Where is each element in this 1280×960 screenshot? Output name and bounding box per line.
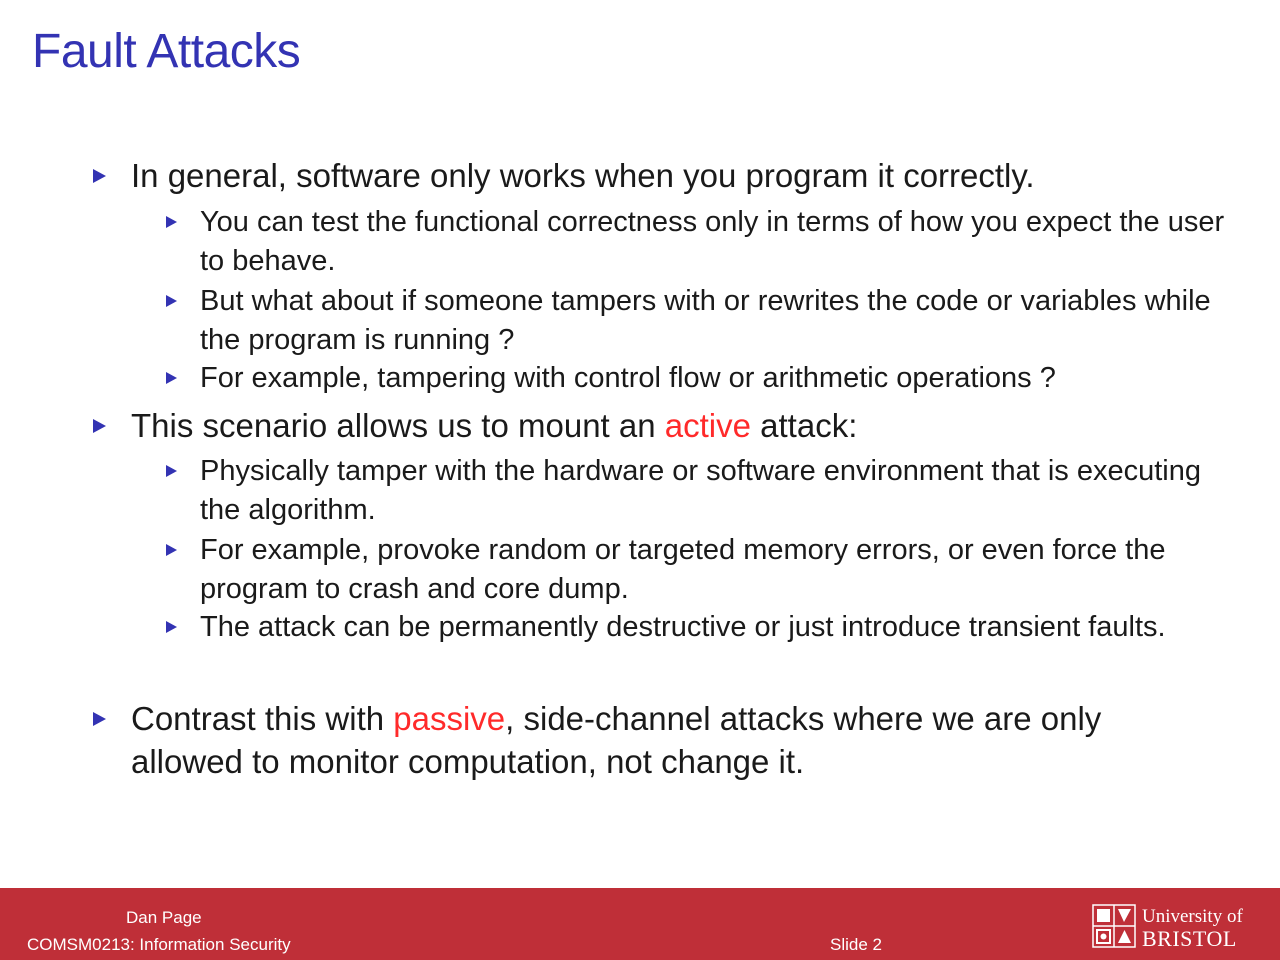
bullet-text-before: This scenario allows us to mount an	[131, 407, 665, 444]
footer-course: COMSM0213: Information Security	[27, 935, 291, 954]
triangle-bullet-icon	[166, 295, 177, 307]
triangle-bullet-icon	[166, 216, 177, 228]
footer-slide-number: Slide 2	[830, 935, 882, 954]
sub-bullet-item	[200, 282, 1240, 360]
sub-bullet-text: For example, tampering with control flow or arithmetic operations ?	[200, 362, 1056, 394]
logo-text-line1: University of	[1142, 906, 1243, 927]
bullet-text-after: attack:	[750, 407, 858, 444]
slide-footer	[0, 888, 1280, 960]
sub-bullet-item	[200, 452, 1240, 530]
triangle-bullet-icon	[166, 372, 177, 384]
sub-bullet-text: The attack can be permanently destructive or just introduce transient faults.	[200, 611, 1166, 643]
triangle-bullet-icon	[93, 419, 106, 433]
bullet-item	[131, 697, 1191, 783]
bullet-item	[131, 154, 1211, 197]
sub-bullet-item	[200, 531, 1240, 609]
sub-bullet-item	[200, 608, 1240, 647]
sub-bullet-text: Physically tamper with the hardware or software environment that is executing the algorithm.	[200, 455, 1201, 526]
triangle-bullet-icon	[166, 621, 177, 633]
highlight-term: active	[664, 407, 751, 444]
highlight-term: passive	[393, 700, 506, 737]
university-crest-icon	[1092, 904, 1136, 948]
sub-bullet-text: You can test the functional correctness only in terms of how you expect the user to behave.	[200, 206, 1225, 277]
bullet-text-after: , side-channel attacks where we are only allowed to monitor computation, not change it.	[131, 700, 1102, 780]
triangle-bullet-icon	[93, 712, 106, 726]
triangle-bullet-icon	[166, 544, 177, 556]
bullet-text: In general, software only works when you program it correctly.	[131, 157, 1035, 194]
bullet-item	[131, 404, 1211, 447]
triangle-bullet-icon	[166, 465, 177, 477]
triangle-bullet-icon	[93, 169, 106, 183]
sub-bullet-text: But what about if someone tampers with or rewrites the code or variables while the program is running ?	[200, 285, 1211, 356]
bullet-text-before: Contrast this with	[131, 700, 394, 737]
logo-text-line2: BRISTOL	[1142, 926, 1237, 951]
sub-bullet-text: For example, provoke random or targeted memory errors, or even force the program to crash and core dump.	[200, 534, 1166, 605]
sub-bullet-item	[200, 203, 1240, 281]
sub-bullet-item	[200, 359, 1240, 398]
footer-author: Dan Page	[126, 908, 202, 927]
university-logo	[1092, 904, 1252, 950]
slide-title: Fault Attacks	[32, 25, 301, 78]
